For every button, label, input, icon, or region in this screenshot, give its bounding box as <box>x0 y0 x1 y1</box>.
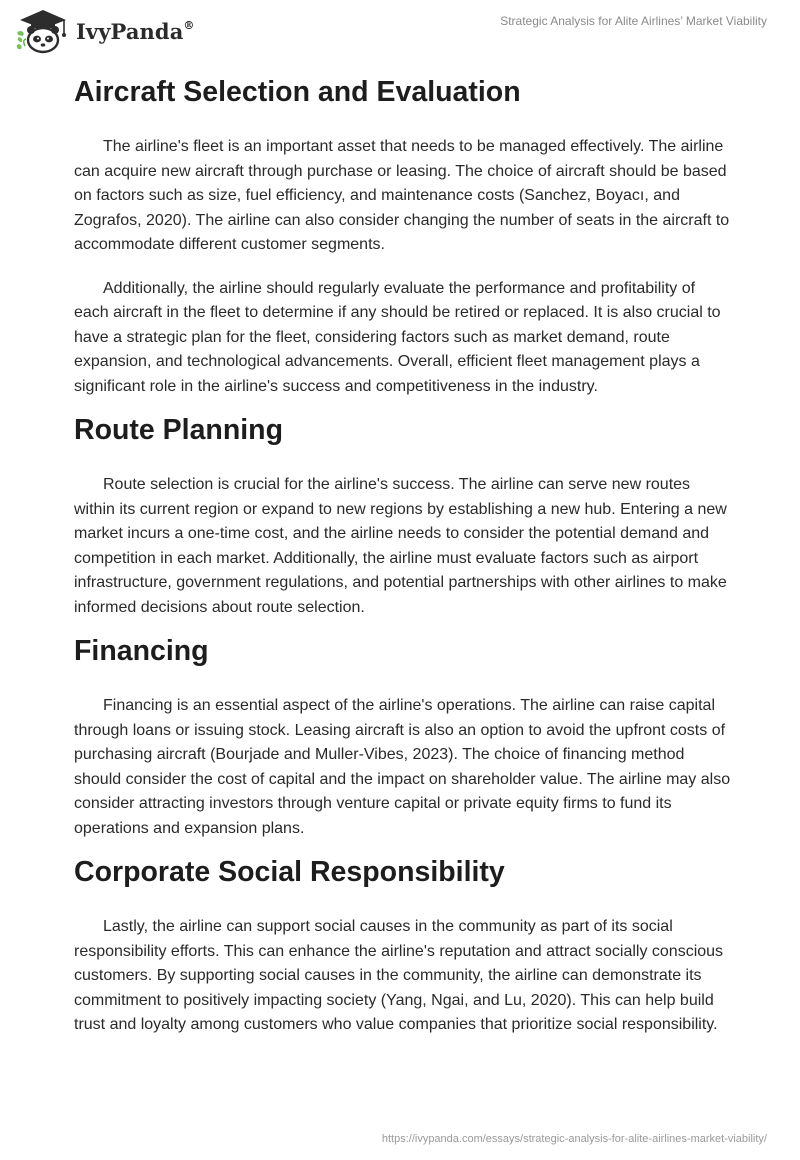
paragraph: Additionally, the airline should regularly evaluate the performance and profitability of each aircraft in the fleet to determine if any should be retired or replaced. It is also crucial to have a strategic plan for the fleet, considering factors such as market demand, route expansion, and technological advancements. Overall, efficient fleet management plays a significant role in the airline's success and competitiveness in the industry. <box>74 279 721 395</box>
heading-financing: Financing <box>74 635 209 667</box>
heading-aircraft-selection: Aircraft Selection and Evaluation <box>74 76 521 108</box>
essay-content <box>74 70 734 1038</box>
source-url-link[interactable]: https://ivypanda.com/essays/strategic-analysis-for-alite-airlines-market-viability/ <box>381 1133 767 1145</box>
ivypanda-logo[interactable] <box>14 8 195 54</box>
paragraph: Route selection is crucial for the airline's success. The airline can serve new routes within its current region or expand to new regions by establishing a new hub. Entering a new market incurs a one-time cost, and the airline needs to consider the potential demand and competition in each market. Additionally, the airline must evaluate factors such as airport infrastructure, government regulations, and potential partnerships with other airlines to make informed decisions about route selection. <box>74 476 727 616</box>
paragraph: Lastly, the airline can support social causes in the community as part of its social responsibility efforts. This can enhance the airline's reputation and attract socially conscious customers. By supporting social causes in the community, the airline can demonstrate its commitment to positively impacting society (Yang, Ngai, and Lu, 2020). This can help build trust and loyalty among customers who value companies that prioritize social responsibility. <box>74 918 724 1033</box>
heading-route-planning: Route Planning <box>74 414 283 446</box>
paragraph: Financing is an essential aspect of the airline's operations. The airline can raise capital through loans or issuing stock. Leasing aircraft is also an option to avoid the upfront costs of purchasing aircraft (Bourjade and Muller-Vibes, 2023). The choice of financing method should consider the cost of capital and the impact on shareholder value. The airline may also consider attracting investors through venture capital or private equity firms to fund its operations and expansion plans. <box>74 697 731 837</box>
brand-wordmark: IvyPanda <box>76 18 184 44</box>
paragraph: The airline's fleet is an important asset that needs to be managed effectively. The airline can acquire new aircraft through purchase or leasing. The choice of aircraft should be based on factors such as size, fuel efficiency, and maintenance costs (Sanchez, Boyacı, and Zografos, 2020). The airline can also consider changing the number of seats in the aircraft to accommodate different customer segments. <box>74 138 730 253</box>
document-running-title: Strategic Analysis for Alite Airlines’ Market Viability <box>500 14 767 28</box>
heading-corporate-social-responsibility: Corporate Social Responsibility <box>74 856 505 888</box>
registered-mark: ® <box>183 18 195 32</box>
brand-name <box>76 19 195 44</box>
page-header <box>0 0 800 60</box>
panda-graduate-icon <box>14 8 72 54</box>
